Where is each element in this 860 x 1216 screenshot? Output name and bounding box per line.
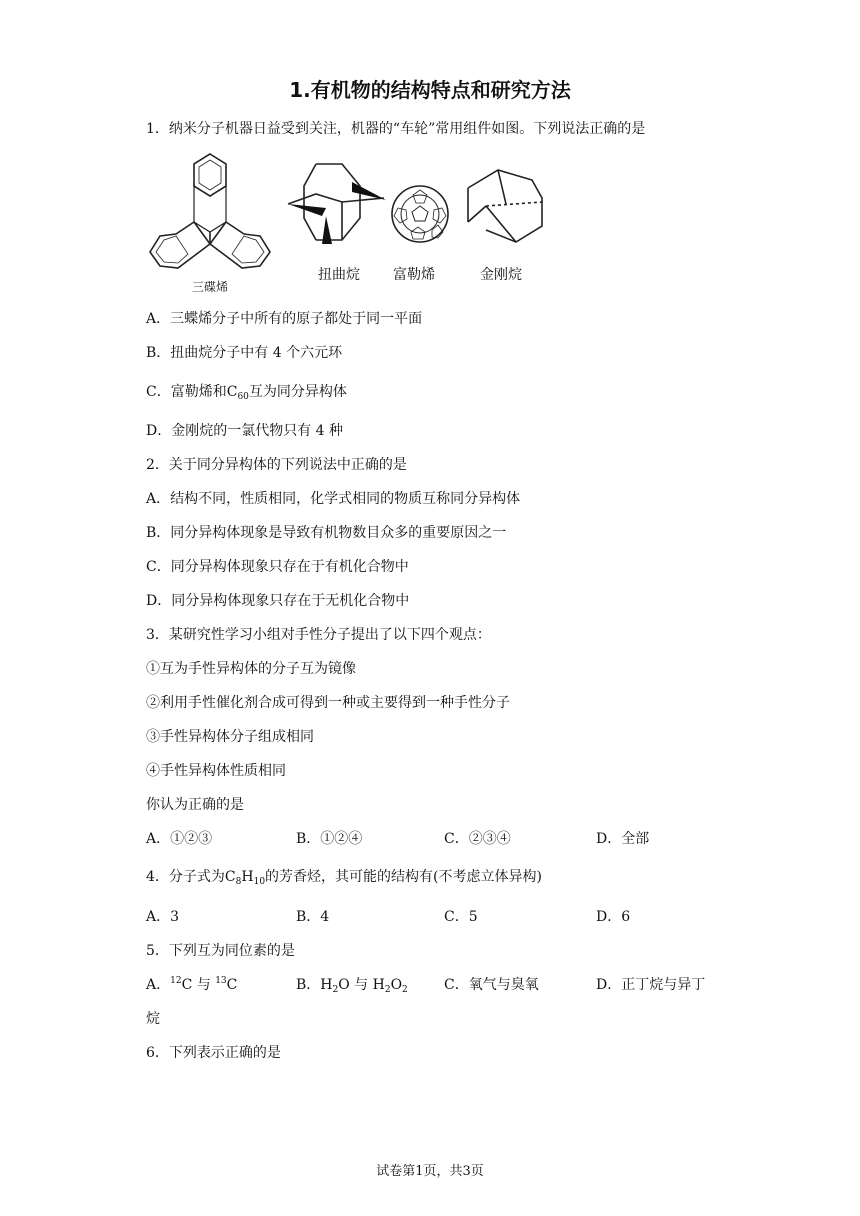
q1-option-c: C．富勒烯和$C_{60}$互为同分异构体 — [146, 384, 347, 402]
q1-option-b: B．扭曲烷分子中有 4 个六元环 — [146, 345, 343, 361]
q5-option-d-continued: 烷 — [146, 1011, 160, 1027]
q1-stem: 1．纳米分子机器日益受到关注，机器的“车轮”常用组件如图。下列说法正确的是 — [146, 121, 646, 137]
twistane-structure — [288, 164, 386, 244]
fullerene-structure — [392, 186, 448, 242]
adamantane-label: 金刚烷 — [480, 267, 522, 283]
q4-stem: 4．分子式为$C_8H_{10}$的芳香烃，其可能的结构有(不考虑立体异构) — [146, 869, 542, 887]
q2-option-c: C．同分异构体现象只存在于有机化合物中 — [146, 559, 409, 575]
q6-stem: 6．下列表示正确的是 — [146, 1045, 281, 1061]
triptycene-label: 三碟烯 — [192, 280, 229, 294]
q3-statement-2: ②利用手性催化剂合成可得到一种或主要得到一种手性分子 — [146, 695, 510, 711]
q1-figure — [146, 146, 546, 296]
q4-option-b: B．4 — [296, 909, 330, 925]
q3-option-b: B．①②④ — [296, 831, 363, 847]
q2-option-d: D．同分异构体现象只存在于无机化合物中 — [146, 593, 410, 609]
twistane-label: 扭曲烷 — [318, 267, 360, 283]
q3-statement-3: ③手性异构体分子组成相同 — [146, 729, 314, 745]
q3-statement-1: ①互为手性异构体的分子互为镜像 — [146, 661, 356, 677]
q5-stem: 5．下列互为同位素的是 — [146, 943, 295, 959]
q3-question: 你认为正确的是 — [146, 797, 244, 813]
q3-option-d: D．全部 — [596, 831, 650, 847]
adamantane-structure — [468, 170, 542, 242]
q1-option-d: D．金刚烷的一氯代物只有 4 种 — [146, 423, 344, 439]
q4-option-a: A．3 — [146, 909, 180, 925]
q3-option-c: C．②③④ — [444, 831, 511, 847]
q5-option-a: A．$^{12}$C 与 $^{13}$C — [146, 976, 238, 993]
page-title: 1.有机物的结构特点和研究方法 — [289, 78, 571, 102]
q1-option-a: A．三蝶烯分子中所有的原子都处于同一平面 — [146, 311, 423, 327]
q4-option-d: D．6 — [596, 909, 631, 925]
q5-option-c: C．氧气与臭氧 — [444, 977, 539, 993]
q2-option-a: A．结构不同，性质相同，化学式相同的物质互称同分异构体 — [146, 491, 521, 507]
triptycene-structure — [150, 154, 270, 268]
q2-stem: 2．关于同分异构体的下列说法中正确的是 — [146, 457, 407, 473]
fullerene-label: 富勒烯 — [393, 267, 435, 283]
q4-option-c: C．5 — [444, 909, 478, 925]
q3-stem: 3．某研究性学习小组对手性分子提出了以下四个观点： — [146, 627, 491, 643]
q2-option-b: B．同分异构体现象是导致有机物数目众多的重要原因之一 — [146, 525, 507, 541]
q3-option-a: A．①②③ — [146, 831, 213, 847]
page-footer: 试卷第1页，共3页 — [376, 1164, 484, 1179]
q3-statement-4: ④手性异构体性质相同 — [146, 763, 286, 779]
q5-option-d: D．正丁烷与异丁 — [596, 977, 706, 993]
q5-option-b: B．$H_2O$ 与 $H_2O_2$ — [296, 977, 408, 995]
